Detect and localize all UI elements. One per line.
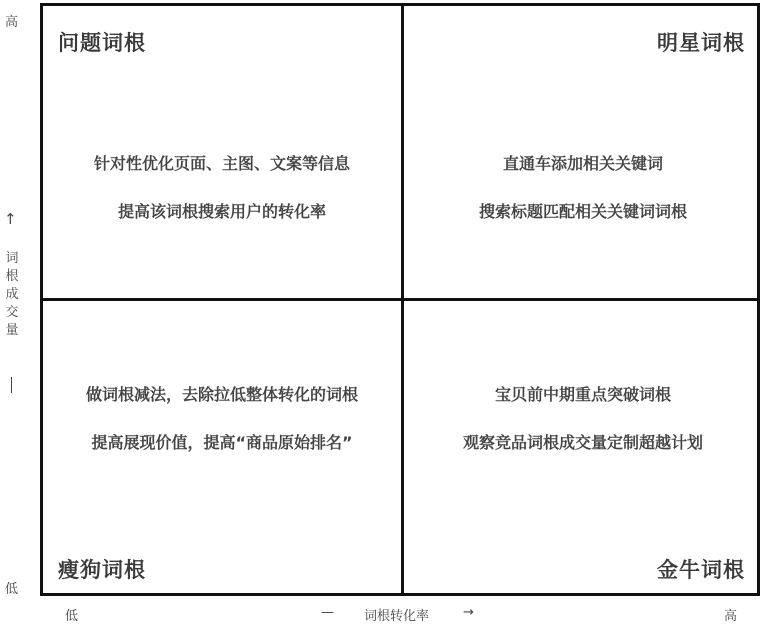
y-axis-label <box>4 250 20 340</box>
quadrant-line: 提高该词根搜索用户的转化率 <box>117 202 326 221</box>
y-axis-bar-icon <box>11 377 12 393</box>
y-axis-low-label: 低 <box>5 582 19 597</box>
quadrant-line: 搜索标题匹配相关关键词词根 <box>478 202 687 221</box>
quadrant-title-star: 明星词根 <box>657 31 745 55</box>
y-axis-high-label: 高 <box>5 15 19 30</box>
quadrant-line: 做词根减法，去除拉低整体转化的词根 <box>85 385 358 404</box>
x-axis-dash-icon: — <box>321 605 334 620</box>
quadrant-text-problem <box>43 140 401 236</box>
y-axis-up-arrow-icon: ↑ <box>4 210 17 228</box>
quadrant-title-cow: 金牛词根 <box>657 558 745 582</box>
quadrant-line: 提高展现价值，提高“商品原始排名” <box>91 433 353 452</box>
x-axis-high-label: 高 <box>724 609 738 624</box>
horizontal-divider <box>43 298 757 301</box>
y-axis-label-char: 交 <box>5 305 19 320</box>
y-axis-label-char: 量 <box>5 323 19 338</box>
x-axis-label: 词根转化率 <box>364 609 430 624</box>
quadrant-text-star <box>404 140 762 236</box>
y-axis-label-char: 成 <box>5 287 19 302</box>
quadrant-text-dog <box>43 371 401 467</box>
x-axis-low-label: 低 <box>65 609 79 624</box>
quadrant-title-dog: 瘦狗词根 <box>58 558 146 582</box>
quadrant-line: 针对性优化页面、主图、文案等信息 <box>93 154 350 173</box>
y-axis-label-char: 根 <box>5 269 19 284</box>
quadrant-matrix <box>40 3 760 596</box>
quadrant-title-problem: 问题词根 <box>58 31 146 55</box>
quadrant-line: 宝贝前中期重点突破词根 <box>494 385 671 404</box>
y-axis-label-char: 词 <box>5 251 19 266</box>
quadrant-line: 观察竞品词根成交量定制超越计划 <box>462 433 703 452</box>
quadrant-line: 直通车添加相关关键词 <box>502 154 663 173</box>
x-axis-right-arrow-icon: → <box>463 605 474 620</box>
quadrant-text-cow <box>404 371 762 467</box>
